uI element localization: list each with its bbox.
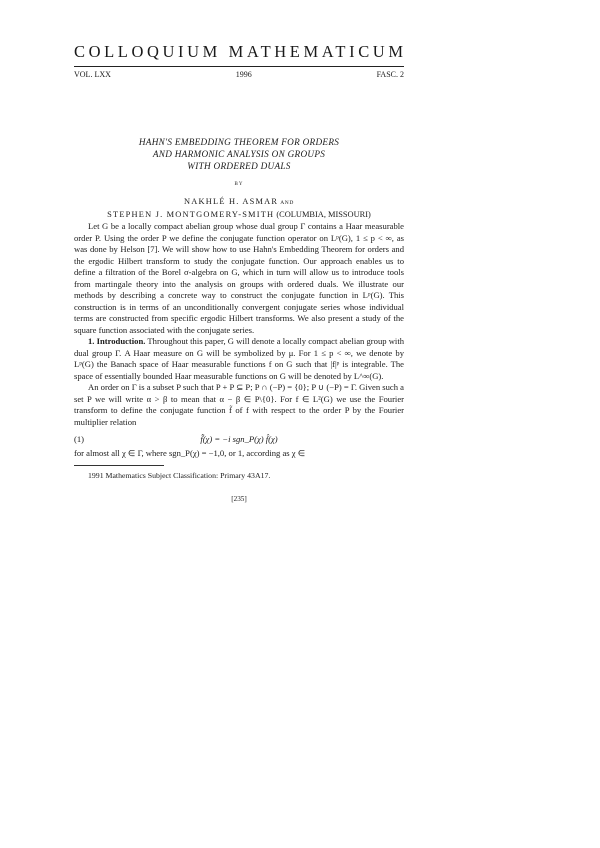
order-paragraph: An order on Γ is a subset P such that P + P ⊆ P; P ∩ (−P) = {0}; P ∪ (−P) = Γ. Given such a set P we will write α > β to mean that α − β ∈ P\{0}. For f ∈ L²(G) we use the Fourier transform to define the conjugate function f̃ of f with respect to the order P by the Fourier multiplier relation — [74, 382, 404, 427]
header-rule — [74, 66, 404, 67]
journal-title: COLLOQUIUM MATHEMATICUM — [74, 42, 407, 61]
volume: VOL. LXX — [74, 70, 111, 79]
page-number: [235] — [231, 494, 247, 503]
paper-title — [74, 136, 404, 172]
fascicle: FASC. 2 — [376, 70, 404, 79]
year: 1996 — [235, 70, 252, 79]
continuation-text: for almost all χ ∈ Γ, where sgn_P(χ) = −1,0, or 1, according as χ ∈ — [74, 448, 306, 458]
introduction-text: Throughout this paper, G will denote a locally compact abelian group with dual group Γ. A Haar measure on G will be symbolized by μ. For 1 ≤ p < ∞, we denote by Lᵖ(G) the Banach space of Haar measurable functions f on G such that |f|ᵖ is integrable. The space of essentially bounded Haar measurable functions on G will be denoted by L^∞(G). — [74, 336, 404, 381]
footnote-text: 1991 Mathematics Subject Classification: Primary 43A17. — [88, 470, 271, 480]
title-line: HAHN'S EMBEDDING THEOREM FOR ORDERS — [138, 137, 340, 147]
equation-formula: f̂̃(χ) = −i sgn_P(χ) f̂(χ) — [200, 434, 278, 444]
author-second: STEPHEN J. MONTGOMERY-SMITH — [107, 210, 275, 219]
equation-1 — [74, 432, 404, 448]
abstract: Let G be a locally compact abelian group whose dual group Γ contains a Haar measurable order P. Using the order P we define the conjugate function operator on Lᵖ(G), 1 ≤ p < ∞, as was done by Helson [7]. We will show how to use Hahn's Embedding Theorem for orders and the ergodic Hilbert transform to study the conjugate function. Our approach enables us to define a filtration of the Borel σ-algebra on G, which in turn will allow us to introduce tools from martingale theory into the analysis on groups with ordered duals. We illustrate our methods by describing a concrete way to construct the conjugate function in Lᵖ(G). This construction is in terms of an unconditionally convergent conjugate series whose individual terms are constructed from specific ergodic Hilbert transforms. We also present a study of the square function associated with the conjugate series. — [74, 221, 404, 335]
section-heading: 1. Introduction. — [88, 336, 146, 346]
author-first: NAKHLÉ H. ASMAR — [184, 197, 279, 206]
author-and: AND — [280, 200, 294, 206]
title-line: WITH ORDERED DUALS — [187, 161, 291, 171]
equation-number: (1) — [74, 434, 85, 444]
authors — [74, 196, 404, 221]
affiliation: (COLUMBIA, MISSOURI) — [276, 210, 371, 219]
title-line: AND HARMONIC ANALYSIS ON GROUPS — [152, 149, 326, 159]
footnote — [74, 465, 404, 481]
introduction-paragraph — [74, 336, 404, 382]
paper-page — [74, 42, 407, 503]
footnote-rule — [74, 465, 164, 466]
byline: BY — [234, 182, 244, 187]
volume-row — [74, 70, 404, 80]
